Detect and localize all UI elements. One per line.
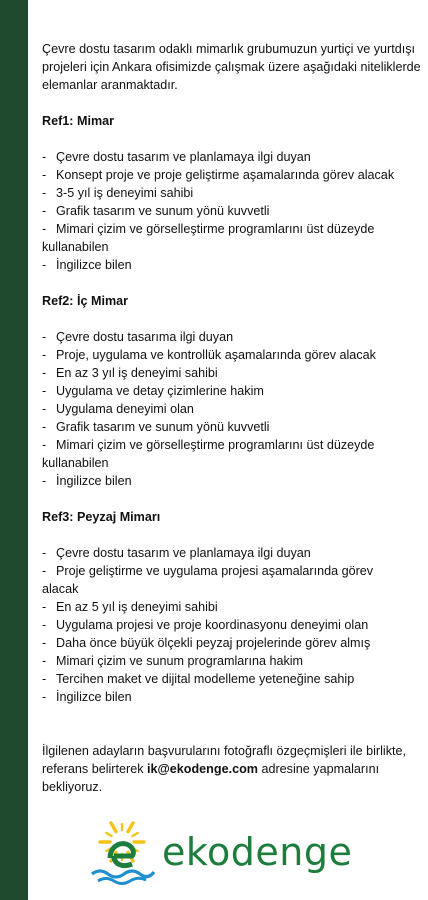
requirement-text-continued: alacak (42, 582, 79, 596)
logo-wordmark: ekodenge (162, 830, 353, 874)
requirement-text: Mimari çizim ve görselleştirme programlarını üst düzeyde (56, 438, 375, 452)
list-dash: - (42, 600, 47, 614)
requirement-item (42, 220, 424, 256)
requirement-text: Proje geliştirme ve uygulama projesi aşamalarında görev (56, 564, 374, 578)
requirement-text-continued: kullanabilen (42, 456, 109, 470)
requirement-text: 3-5 yıl iş deneyimi sahibi (56, 186, 194, 200)
requirement-text: Uygulama ve detay çizimlerine hakim (56, 384, 264, 398)
requirement-text: Tercihen maket ve dijital modelleme yeteneğine sahip (56, 672, 355, 686)
closing-text-before: İlgilenen adayların başvurularını fotoğraflı özgeçmişleri ile birlikte, referans belirterek (42, 744, 406, 776)
ref-title: Ref2: İç Mimar (42, 294, 129, 308)
requirement-item (42, 652, 424, 670)
requirement-item (42, 328, 424, 346)
requirement-item (42, 472, 424, 490)
requirement-text: Çevre dostu tasarım ve planlamaya ilgi duyan (56, 150, 311, 164)
requirement-item (42, 616, 424, 634)
requirement-item (42, 400, 424, 418)
ref-title: Ref3: Peyzaj Mimarı (42, 510, 161, 524)
sun-ray (132, 833, 137, 836)
intro-paragraph: Çevre dostu tasarım odaklı mimarlık grubumuzun yurtiçi ve yurtdışı projeleri için Ankara ofisimizde çalışmak üzere aşağıdaki niteliklerde elemanlar aranmaktadır. (42, 42, 421, 92)
list-dash: - (42, 672, 47, 686)
requirement-item (42, 670, 424, 688)
requirement-text: Uygulama projesi ve proje koordinasyonu deneyimi olan (56, 618, 369, 632)
list-dash: - (42, 546, 47, 560)
requirement-text: En az 5 yıl iş deneyimi sahibi (56, 600, 218, 614)
requirement-item (42, 562, 424, 598)
requirement-text: Grafik tasarım ve sunum yönü kuvvetli (56, 204, 270, 218)
side-bar (0, 0, 28, 900)
list-dash: - (42, 348, 47, 362)
requirement-item (42, 418, 424, 436)
list-dash: - (42, 474, 47, 488)
list-dash: - (42, 258, 47, 272)
requirement-item (42, 634, 424, 652)
ref-title: Ref1: Mimar (42, 114, 115, 128)
requirement-item (42, 544, 424, 562)
requirement-item (42, 184, 424, 202)
requirement-text: Konsept proje ve proje geliştirme aşamalarında görev alacak (56, 168, 395, 182)
requirement-item (42, 688, 424, 706)
requirement-text: İngilizce bilen (56, 474, 132, 488)
closing-text-after: adresine yapmalarını bekliyoruz. (42, 762, 380, 794)
requirement-text: Proje, uygulama ve kontrollük aşamalarında görev alacak (56, 348, 376, 362)
list-dash: - (42, 420, 47, 434)
requirement-item (42, 598, 424, 616)
list-dash: - (42, 366, 47, 380)
requirement-list (42, 544, 424, 706)
logo-mark-icon (88, 818, 160, 890)
requirement-item (42, 436, 424, 472)
list-dash: - (42, 168, 47, 182)
requirement-item (42, 382, 424, 400)
list-dash: - (42, 384, 47, 398)
job-posting (42, 40, 424, 809)
requirement-item (42, 148, 424, 166)
list-dash: - (42, 438, 47, 452)
sun-ray (106, 833, 111, 836)
list-dash: - (42, 330, 47, 344)
list-dash: - (42, 654, 47, 668)
list-dash: - (42, 150, 47, 164)
requirement-item (42, 202, 424, 220)
requirement-text: İngilizce bilen (56, 258, 132, 272)
requirement-text: Mimari çizim ve sunum programlarına hakim (56, 654, 304, 668)
requirement-item (42, 364, 424, 382)
requirement-item (42, 256, 424, 274)
ekodenge-logo (88, 818, 388, 890)
list-dash: - (42, 402, 47, 416)
requirement-text: Çevre dostu tasarıma ilgi duyan (56, 330, 234, 344)
requirement-text-continued: kullanabilen (42, 240, 109, 254)
sun-ray (111, 823, 116, 832)
contact-email[interactable]: ik@ekodenge.com (147, 762, 258, 776)
list-dash: - (42, 636, 47, 650)
requirement-item (42, 346, 424, 364)
requirement-item (42, 166, 424, 184)
list-dash: - (42, 690, 47, 704)
list-dash: - (42, 222, 47, 236)
requirement-text: İngilizce bilen (56, 690, 132, 704)
requirement-text: Daha önce büyük ölçekli peyzaj projelerinde görev almış (56, 636, 371, 650)
requirement-text: Grafik tasarım ve sunum yönü kuvvetli (56, 420, 270, 434)
list-dash: - (42, 186, 47, 200)
requirement-list (42, 328, 424, 490)
requirement-text: Çevre dostu tasarım ve planlamaya ilgi duyan (56, 546, 311, 560)
refs-container (42, 112, 424, 706)
list-dash: - (42, 564, 47, 578)
requirement-text: En az 3 yıl iş deneyimi sahibi (56, 366, 218, 380)
requirement-list (42, 148, 424, 274)
sun-ray (128, 823, 133, 832)
list-dash: - (42, 204, 47, 218)
requirement-text: Mimari çizim ve görselleştirme programlarını üst düzeyde (56, 222, 375, 236)
closing-paragraph (42, 742, 424, 796)
requirement-text: Uygulama deneyimi olan (56, 402, 194, 416)
list-dash: - (42, 618, 47, 632)
